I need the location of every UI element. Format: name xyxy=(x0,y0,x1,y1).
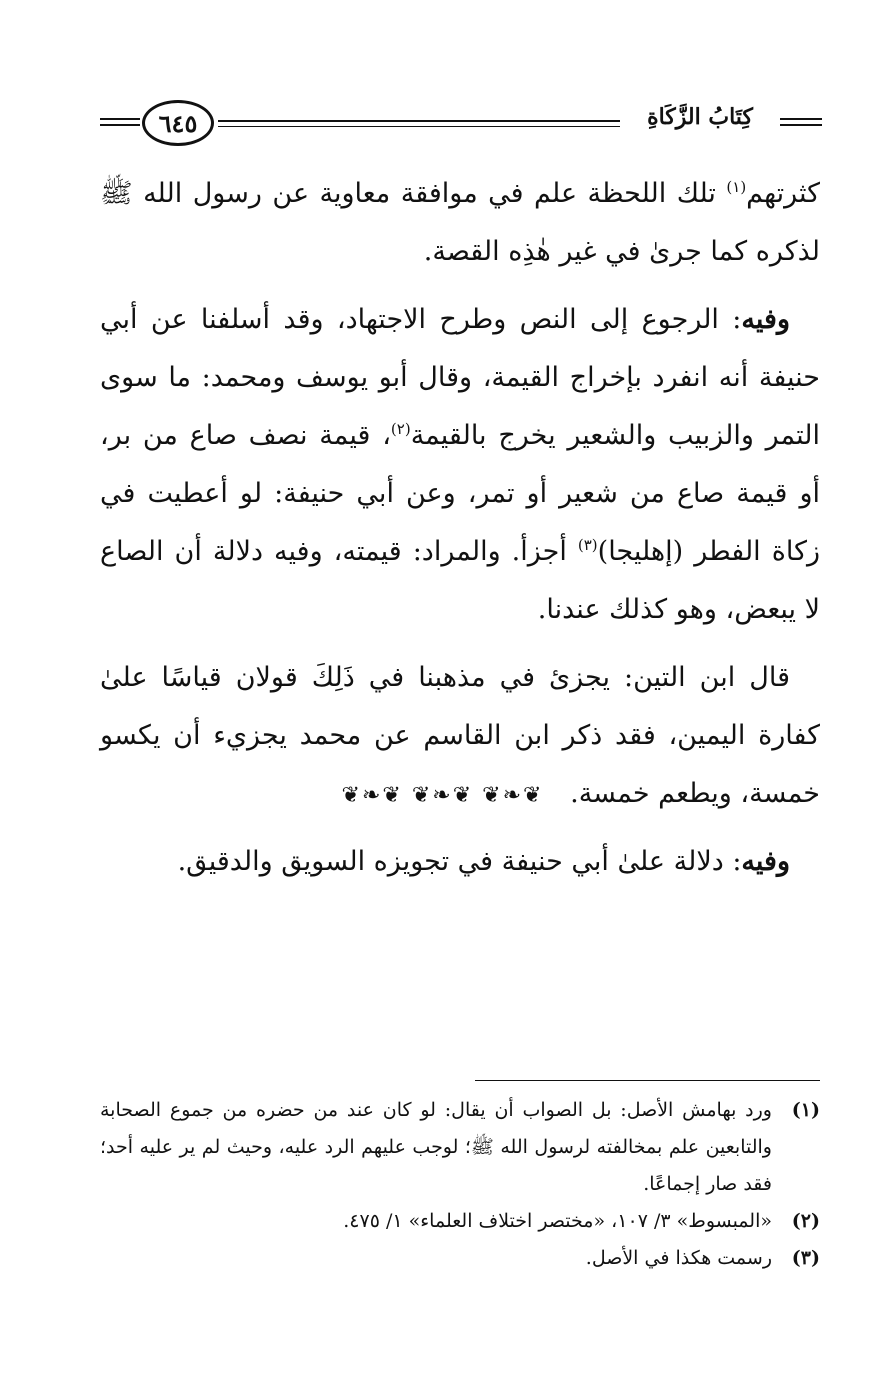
footnote-ref: (٣) xyxy=(577,536,598,554)
header-rule xyxy=(100,118,140,120)
paragraph-lead: وفيه xyxy=(741,304,790,335)
page-number: ٦٤٥ xyxy=(142,100,214,146)
paragraph-text: كثرتهم xyxy=(746,178,820,209)
footnote-number: (٣) xyxy=(791,1247,820,1269)
paragraph-text: : الرجوع إلى النص وطرح الاجتهاد، وقد أسلفنا عن أبي حنيفة أنه انفرد بإخراج القيمة، وقال أبو يوسف ومحمد: ما سوى التمر والزبيب والشعير يخرج بالقيمة xyxy=(100,304,820,451)
footnote-ref: (١) xyxy=(726,178,747,196)
paragraph-text: قال ابن التين: يجزئ في مذهبنا في ذَلِكَ قولان قياسًا علىٰ كفارة اليمين، فقد ذكر ابن القاسم عن محمد يجزيء أن يكسو خمسة، ويطعم خمسة. xyxy=(100,662,820,809)
paragraph xyxy=(100,833,820,891)
footnote-separator xyxy=(475,1080,820,1081)
running-title: كِتَابُ الزَّكَاةِ xyxy=(620,104,780,130)
paragraph-text: أجزأ. والمراد: قيمته، وفيه دلالة أن الصاع لا يبعض، وهو كذلك عندنا. xyxy=(100,536,820,625)
footnotes xyxy=(100,1092,820,1277)
footnote-text: «المبسوط» ٣/ ١٠٧، «مختصر اختلاف العلماء» ١/ ٤٧٥. xyxy=(343,1210,772,1232)
paragraph xyxy=(100,165,820,281)
footnote-number: (١) xyxy=(791,1099,820,1121)
header-rule xyxy=(100,124,140,126)
footnote xyxy=(100,1092,820,1203)
footnote-ref: (٢) xyxy=(390,420,411,438)
paragraph-text: ، قيمة نصف صاع من بر، أو قيمة صاع من شعير أو تمر، وعن أبي حنيفة: لو أعطيت في زكاة الفطر (إهليجا) xyxy=(100,420,820,567)
paragraph-lead: وفيه xyxy=(741,846,790,877)
paragraph-text: : دلالة علىٰ أبي حنيفة في تجويزه السويق والدقيق. xyxy=(177,846,742,877)
paragraph xyxy=(100,291,820,639)
footnote-text: رسمت هكذا في الأصل. xyxy=(585,1247,772,1269)
header-rule xyxy=(780,118,822,120)
page-header xyxy=(100,96,822,156)
footnote xyxy=(100,1240,820,1277)
paragraph-text: تلك اللحظة علم في موافقة معاوية عن رسول الله ﷺ لذكره كما جرىٰ في غير هٰذِه القصة. xyxy=(100,178,820,267)
footnote-number: (٢) xyxy=(791,1210,820,1232)
footnote xyxy=(100,1203,820,1240)
section-ornament: ❦❧❦ ❦❧❦ ❦❧❦ xyxy=(341,783,544,808)
footnote-text: ورد بهامش الأصل: بل الصواب أن يقال: لو كان عند من حضره من جموع الصحابة والتابعين علم بمخالفته لرسول الله ﷺ؛ لوجب عليهم الرد عليه، وحيث لم ير عليه أحد؛ فقد صار إجماعًا. xyxy=(100,1099,772,1195)
header-rule xyxy=(780,124,822,126)
